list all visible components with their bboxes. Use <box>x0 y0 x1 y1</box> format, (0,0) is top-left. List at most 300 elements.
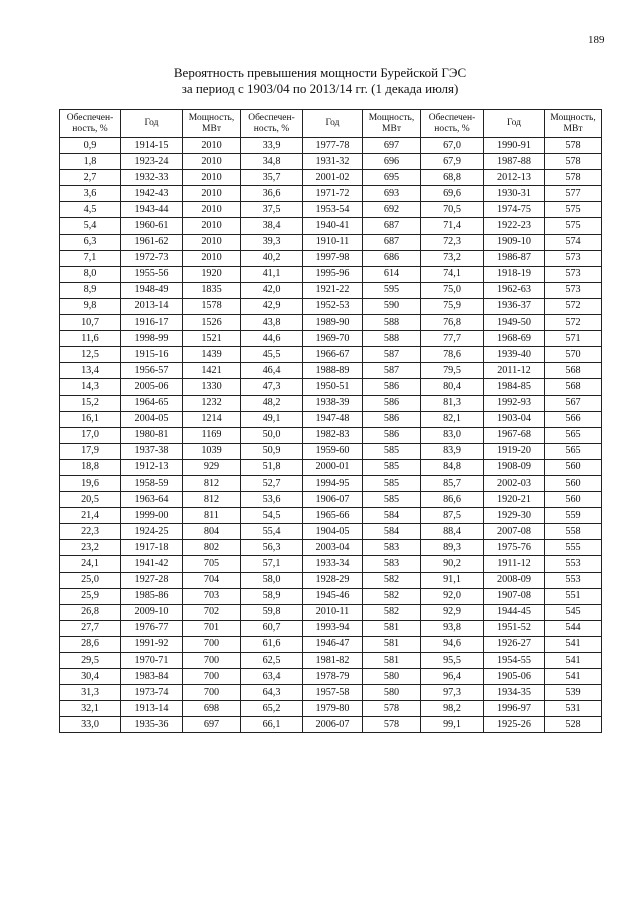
table-cell: 2008-09 <box>484 572 545 588</box>
table-cell: 54,5 <box>241 508 303 524</box>
table-cell: 1905-06 <box>484 669 545 685</box>
table-cell: 16,1 <box>60 411 121 427</box>
table-cell: 1993-94 <box>303 620 363 636</box>
table-cell: 73,2 <box>421 250 484 266</box>
table-cell: 1961-62 <box>121 234 183 250</box>
table-cell: 1945-46 <box>303 588 363 604</box>
table-cell: 17,9 <box>60 443 121 459</box>
table-cell: 60,7 <box>241 620 303 636</box>
table-cell: 2013-14 <box>121 298 183 314</box>
table-cell: 1960-61 <box>121 218 183 234</box>
table-cell: 582 <box>363 572 421 588</box>
table-cell: 2002-03 <box>484 475 545 491</box>
table-cell: 1937-38 <box>121 443 183 459</box>
table-cell: 1919-20 <box>484 443 545 459</box>
table-cell: 2010 <box>183 138 241 154</box>
table-cell: 595 <box>363 282 421 298</box>
table-cell: 1943-44 <box>121 202 183 218</box>
table-cell: 1931-32 <box>303 154 363 170</box>
table-cell: 75,0 <box>421 282 484 298</box>
table-cell: 573 <box>545 266 602 282</box>
table-cell: 528 <box>545 717 602 733</box>
table-cell: 573 <box>545 282 602 298</box>
table-cell: 1927-28 <box>121 572 183 588</box>
table-cell: 47,3 <box>241 379 303 395</box>
table-cell: 693 <box>363 186 421 202</box>
table-cell: 2001-02 <box>303 170 363 186</box>
table-cell: 686 <box>363 250 421 266</box>
table-cell: 544 <box>545 620 602 636</box>
table-cell: 583 <box>363 540 421 556</box>
table-cell: 2010 <box>183 234 241 250</box>
table-cell: 93,8 <box>421 620 484 636</box>
table-cell: 697 <box>363 138 421 154</box>
table-cell: 1998-99 <box>121 331 183 347</box>
table-cell: 1987-88 <box>484 154 545 170</box>
table-cell: 577 <box>545 186 602 202</box>
table-cell: 1917-18 <box>121 540 183 556</box>
table-cell: 1955-56 <box>121 266 183 282</box>
table-cell: 1904-05 <box>303 524 363 540</box>
table-cell: 1967-68 <box>484 427 545 443</box>
table-cell: 64,3 <box>241 685 303 701</box>
table-cell: 10,7 <box>60 315 121 331</box>
table-cell: 702 <box>183 604 241 620</box>
table-row <box>60 395 602 411</box>
table-cell: 79,5 <box>421 363 484 379</box>
table-cell: 1941-42 <box>121 556 183 572</box>
table-row <box>60 154 602 170</box>
table-cell: 33,0 <box>60 717 121 733</box>
table-cell: 1039 <box>183 443 241 459</box>
table-row <box>60 282 602 298</box>
table-cell: 802 <box>183 540 241 556</box>
table-cell: 700 <box>183 685 241 701</box>
table-row <box>60 588 602 604</box>
table-cell: 560 <box>545 475 602 491</box>
table-cell: 578 <box>545 170 602 186</box>
table-cell: 36,6 <box>241 186 303 202</box>
table-cell: 553 <box>545 556 602 572</box>
table-cell: 704 <box>183 572 241 588</box>
table-cell: 1938-39 <box>303 395 363 411</box>
table-header-row <box>60 110 602 138</box>
table-cell: 2010 <box>183 154 241 170</box>
table-cell: 541 <box>545 653 602 669</box>
table-cell: 2011-12 <box>484 363 545 379</box>
table-cell: 695 <box>363 170 421 186</box>
table-cell: 1976-77 <box>121 620 183 636</box>
table-cell: 35,7 <box>241 170 303 186</box>
table-cell: 0,9 <box>60 138 121 154</box>
table-cell: 92,0 <box>421 588 484 604</box>
table-cell: 29,5 <box>60 653 121 669</box>
table-row <box>60 411 602 427</box>
table-cell: 25,0 <box>60 572 121 588</box>
table-cell: 1977-78 <box>303 138 363 154</box>
table-cell: 1990-91 <box>484 138 545 154</box>
table-cell: 570 <box>545 347 602 363</box>
table-cell: 1934-35 <box>484 685 545 701</box>
table-cell: 586 <box>363 427 421 443</box>
table-cell: 553 <box>545 572 602 588</box>
table-cell: 1965-66 <box>303 508 363 524</box>
table-cell: 12,5 <box>60 347 121 363</box>
table-cell: 7,1 <box>60 250 121 266</box>
table-cell: 97,3 <box>421 685 484 701</box>
table-cell: 1909-10 <box>484 234 545 250</box>
table-cell: 587 <box>363 363 421 379</box>
table-cell: 74,1 <box>421 266 484 282</box>
header-cell: Обеспечен-ность, % <box>241 110 303 138</box>
table-cell: 1232 <box>183 395 241 411</box>
table-cell: 49,1 <box>241 411 303 427</box>
table-cell: 1962-63 <box>484 282 545 298</box>
table-cell: 1578 <box>183 298 241 314</box>
table-cell: 26,8 <box>60 604 121 620</box>
table-cell: 50,9 <box>241 443 303 459</box>
table-cell: 705 <box>183 556 241 572</box>
table-cell: 1958-59 <box>121 475 183 491</box>
table-cell: 62,5 <box>241 653 303 669</box>
table-cell: 700 <box>183 636 241 652</box>
table-cell: 588 <box>363 331 421 347</box>
table-cell: 1957-58 <box>303 685 363 701</box>
table-cell: 52,7 <box>241 475 303 491</box>
table-cell: 587 <box>363 347 421 363</box>
table-cell: 50,0 <box>241 427 303 443</box>
table-cell: 71,4 <box>421 218 484 234</box>
table-cell: 2007-08 <box>484 524 545 540</box>
table-cell: 1947-48 <box>303 411 363 427</box>
table-cell: 2010 <box>183 186 241 202</box>
table-cell: 2010-11 <box>303 604 363 620</box>
table-cell: 24,1 <box>60 556 121 572</box>
table-cell: 2010 <box>183 202 241 218</box>
table-cell: 39,3 <box>241 234 303 250</box>
table-cell: 75,9 <box>421 298 484 314</box>
table-cell: 698 <box>183 701 241 717</box>
table-cell: 2006-07 <box>303 717 363 733</box>
page-number: 189 <box>588 34 605 46</box>
table-cell: 560 <box>545 492 602 508</box>
table-cell: 15,2 <box>60 395 121 411</box>
table-row <box>60 363 602 379</box>
table-cell: 66,1 <box>241 717 303 733</box>
table-cell: 2010 <box>183 218 241 234</box>
table-cell: 1921-22 <box>303 282 363 298</box>
table-cell: 811 <box>183 508 241 524</box>
table-cell: 1985-86 <box>121 588 183 604</box>
table-cell: 1929-30 <box>484 508 545 524</box>
table-cell: 2000-01 <box>303 459 363 475</box>
table-cell: 929 <box>183 459 241 475</box>
table-row <box>60 669 602 685</box>
table-cell: 1989-90 <box>303 315 363 331</box>
table-cell: 545 <box>545 604 602 620</box>
table-cell: 92,9 <box>421 604 484 620</box>
table-cell: 91,1 <box>421 572 484 588</box>
table-row <box>60 604 602 620</box>
table-cell: 85,7 <box>421 475 484 491</box>
table-cell: 43,8 <box>241 315 303 331</box>
table-cell: 1995-96 <box>303 266 363 282</box>
table-cell: 94,6 <box>421 636 484 652</box>
table-cell: 574 <box>545 234 602 250</box>
table-cell: 1982-83 <box>303 427 363 443</box>
table-cell: 58,0 <box>241 572 303 588</box>
table-cell: 1913-14 <box>121 701 183 717</box>
table-cell: 575 <box>545 218 602 234</box>
table-cell: 2009-10 <box>121 604 183 620</box>
table-cell: 614 <box>363 266 421 282</box>
table-cell: 1986-87 <box>484 250 545 266</box>
probability-table <box>59 109 602 733</box>
table-cell: 1914-15 <box>121 138 183 154</box>
table-cell: 559 <box>545 508 602 524</box>
table-cell: 1951-52 <box>484 620 545 636</box>
header-cell: Мощность, МВт <box>363 110 421 138</box>
table-cell: 696 <box>363 154 421 170</box>
table-cell: 37,5 <box>241 202 303 218</box>
table-row <box>60 347 602 363</box>
table-row <box>60 620 602 636</box>
table-row <box>60 443 602 459</box>
table-cell: 581 <box>363 653 421 669</box>
table-cell: 1991-92 <box>121 636 183 652</box>
table-cell: 98,2 <box>421 701 484 717</box>
table-cell: 585 <box>363 459 421 475</box>
table-cell: 2,7 <box>60 170 121 186</box>
table-cell: 1214 <box>183 411 241 427</box>
table-cell: 1997-98 <box>303 250 363 266</box>
table-cell: 56,3 <box>241 540 303 556</box>
title-line-1: Вероятность превышения мощности Бурейской ГЭС <box>173 65 467 80</box>
table-cell: 87,5 <box>421 508 484 524</box>
table-cell: 555 <box>545 540 602 556</box>
table-cell: 4,5 <box>60 202 121 218</box>
table-cell: 558 <box>545 524 602 540</box>
table-cell: 573 <box>545 250 602 266</box>
table-cell: 572 <box>545 315 602 331</box>
table-cell: 1936-37 <box>484 298 545 314</box>
table-cell: 1906-07 <box>303 492 363 508</box>
table-cell: 33,9 <box>241 138 303 154</box>
table-cell: 72,3 <box>421 234 484 250</box>
table-cell: 1940-41 <box>303 218 363 234</box>
table-cell: 578 <box>363 717 421 733</box>
table-cell: 63,4 <box>241 669 303 685</box>
table-cell: 584 <box>363 508 421 524</box>
table-cell: 572 <box>545 298 602 314</box>
table-row <box>60 540 602 556</box>
table-cell: 812 <box>183 492 241 508</box>
table-cell: 1920 <box>183 266 241 282</box>
table-cell: 1330 <box>183 379 241 395</box>
table-cell: 2004-05 <box>121 411 183 427</box>
table-cell: 1421 <box>183 363 241 379</box>
table-cell: 566 <box>545 411 602 427</box>
table-row <box>60 138 602 154</box>
table-cell: 1984-85 <box>484 379 545 395</box>
table-row <box>60 218 602 234</box>
header-cell: Обеспечен-ность, % <box>60 110 121 138</box>
table-cell: 96,4 <box>421 669 484 685</box>
table-cell: 1966-67 <box>303 347 363 363</box>
table-cell: 77,7 <box>421 331 484 347</box>
table-cell: 90,2 <box>421 556 484 572</box>
table-row <box>60 379 602 395</box>
table-cell: 1918-19 <box>484 266 545 282</box>
table-cell: 99,1 <box>421 717 484 733</box>
table-cell: 1964-65 <box>121 395 183 411</box>
table-cell: 9,8 <box>60 298 121 314</box>
table-cell: 697 <box>183 717 241 733</box>
table-cell: 1923-24 <box>121 154 183 170</box>
table-cell: 34,8 <box>241 154 303 170</box>
table-row <box>60 475 602 491</box>
table-cell: 568 <box>545 363 602 379</box>
table-cell: 1999-00 <box>121 508 183 524</box>
table-cell: 68,8 <box>421 170 484 186</box>
table-cell: 44,6 <box>241 331 303 347</box>
table-cell: 586 <box>363 395 421 411</box>
table-cell: 571 <box>545 331 602 347</box>
table-cell: 18,8 <box>60 459 121 475</box>
table-cell: 1992-93 <box>484 395 545 411</box>
table-cell: 1935-36 <box>121 717 183 733</box>
header-cell: Год <box>484 110 545 138</box>
table-cell: 61,6 <box>241 636 303 652</box>
table-cell: 25,9 <box>60 588 121 604</box>
table-cell: 48,2 <box>241 395 303 411</box>
table-cell: 541 <box>545 636 602 652</box>
table-cell: 55,4 <box>241 524 303 540</box>
table-cell: 1169 <box>183 427 241 443</box>
table-cell: 5,4 <box>60 218 121 234</box>
table-body <box>60 138 602 733</box>
header-cell: Мощность, МВт <box>183 110 241 138</box>
table-cell: 2010 <box>183 250 241 266</box>
table-cell: 2005-06 <box>121 379 183 395</box>
table-cell: 80,4 <box>421 379 484 395</box>
table-cell: 13,4 <box>60 363 121 379</box>
table-cell: 586 <box>363 411 421 427</box>
table-cell: 568 <box>545 379 602 395</box>
table-cell: 20,5 <box>60 492 121 508</box>
table-cell: 703 <box>183 588 241 604</box>
table-row <box>60 250 602 266</box>
table-cell: 1942-43 <box>121 186 183 202</box>
table-cell: 82,1 <box>421 411 484 427</box>
table-cell: 51,8 <box>241 459 303 475</box>
table-cell: 3,6 <box>60 186 121 202</box>
table-row <box>60 524 602 540</box>
table-cell: 1,8 <box>60 154 121 170</box>
table-cell: 1979-80 <box>303 701 363 717</box>
table-cell: 1932-33 <box>121 170 183 186</box>
table-cell: 1521 <box>183 331 241 347</box>
table-cell: 1953-54 <box>303 202 363 218</box>
table-cell: 69,6 <box>421 186 484 202</box>
table-cell: 76,8 <box>421 315 484 331</box>
table-cell: 21,4 <box>60 508 121 524</box>
table-row <box>60 331 602 347</box>
table-cell: 58,9 <box>241 588 303 604</box>
table-cell: 1996-97 <box>484 701 545 717</box>
table-cell: 45,5 <box>241 347 303 363</box>
table-cell: 1910-11 <box>303 234 363 250</box>
table-cell: 86,6 <box>421 492 484 508</box>
table-cell: 1915-16 <box>121 347 183 363</box>
table-cell: 42,9 <box>241 298 303 314</box>
table-cell: 38,4 <box>241 218 303 234</box>
table-cell: 17,0 <box>60 427 121 443</box>
table-cell: 67,0 <box>421 138 484 154</box>
table-cell: 565 <box>545 427 602 443</box>
table-row <box>60 202 602 218</box>
table-cell: 1907-08 <box>484 588 545 604</box>
table-cell: 584 <box>363 524 421 540</box>
table-row <box>60 186 602 202</box>
table-cell: 89,3 <box>421 540 484 556</box>
table-cell: 1956-57 <box>121 363 183 379</box>
header-cell: Год <box>121 110 183 138</box>
table-cell: 578 <box>545 154 602 170</box>
table-cell: 65,2 <box>241 701 303 717</box>
table-cell: 1974-75 <box>484 202 545 218</box>
table-cell: 1969-70 <box>303 331 363 347</box>
table-row <box>60 701 602 717</box>
table-cell: 541 <box>545 669 602 685</box>
table-cell: 42,0 <box>241 282 303 298</box>
table-cell: 67,9 <box>421 154 484 170</box>
table-cell: 1981-82 <box>303 653 363 669</box>
table-cell: 95,5 <box>421 653 484 669</box>
table-cell: 53,6 <box>241 492 303 508</box>
table-row <box>60 170 602 186</box>
table-cell: 1933-34 <box>303 556 363 572</box>
table-cell: 700 <box>183 669 241 685</box>
table-cell: 581 <box>363 620 421 636</box>
table-cell: 32,1 <box>60 701 121 717</box>
table-cell: 8,0 <box>60 266 121 282</box>
table-cell: 28,6 <box>60 636 121 652</box>
table-row <box>60 717 602 733</box>
table-cell: 1526 <box>183 315 241 331</box>
table-cell: 1968-69 <box>484 331 545 347</box>
table-cell: 585 <box>363 492 421 508</box>
table-cell: 46,4 <box>241 363 303 379</box>
table-cell: 583 <box>363 556 421 572</box>
table-cell: 1930-31 <box>484 186 545 202</box>
table-cell: 582 <box>363 588 421 604</box>
table-cell: 1972-73 <box>121 250 183 266</box>
table-cell: 1949-50 <box>484 315 545 331</box>
table-row <box>60 427 602 443</box>
table-cell: 1928-29 <box>303 572 363 588</box>
table-cell: 580 <box>363 685 421 701</box>
table-row <box>60 266 602 282</box>
table-cell: 1948-49 <box>121 282 183 298</box>
table-row <box>60 572 602 588</box>
table-cell: 1903-04 <box>484 411 545 427</box>
table-cell: 582 <box>363 604 421 620</box>
table-cell: 1994-95 <box>303 475 363 491</box>
table-cell: 1950-51 <box>303 379 363 395</box>
table-cell: 83,9 <box>421 443 484 459</box>
table-cell: 84,8 <box>421 459 484 475</box>
